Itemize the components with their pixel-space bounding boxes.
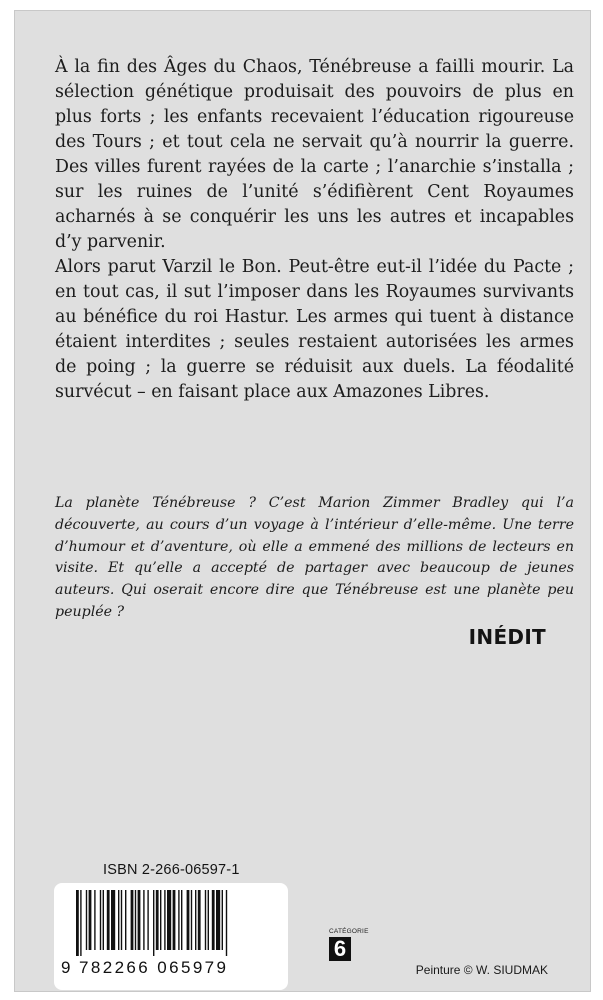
barcode-first-digit: 9 — [61, 958, 71, 977]
barcode-label — [54, 883, 288, 990]
cover-art-credit: Peinture © W. SIUDMAK — [415, 963, 548, 977]
barcode-icon — [76, 890, 276, 956]
back-cover — [14, 10, 591, 992]
category-label: CATÉGORIE — [329, 928, 369, 935]
author-blurb: La planète Ténébreuse ? C’est Marion Zimmer Bradley qui l’a découverte, au cours d’un voyage à l’intérieur d’elle-même. Une terre d’humour et d’aventure, où elle a emmené des millions de lecteurs en visite. Et qu’elle a accepté de partager avec beaucoup de jeunes auteurs. Qui oserait encore dire que Ténébreuse est une planète peu peuplée ? — [55, 495, 574, 620]
category-number: 6 — [329, 937, 351, 961]
synopsis-paragraph-1: À la fin des Âges du Chaos, Ténébreuse a failli mourir. La sélection génétique produisait des pouvoirs de plus en plus forts ; les enfants recevaient l’éducation rigoureuse des Tours ; et tout cela ne servait qu’à nourrir la guerre. Des villes furent rayées de la carte ; l’anarchie s’installa ; sur les ruines de l’unité s’édifièrent Cent Royaumes acharnés à se conquérir les uns les autres et incapables d’y parvenir. — [55, 57, 574, 252]
isbn-number: ISBN 2-266-06597-1 — [103, 862, 240, 878]
inedit-badge: INÉDIT — [468, 625, 546, 649]
barcode-digits: 782266 065979 — [79, 958, 229, 977]
category-mark — [329, 928, 369, 961]
synopsis-text — [55, 55, 574, 405]
synopsis-paragraph-2: Alors parut Varzil le Bon. Peut-être eut-il l’idée du Pacte ; en tout cas, il sut l’imposer dans les Royaumes survivants au bénéfice du roi Hastur. Les armes qui tuent à distance étaient interdites ; seules restaient autorisées les armes de poing ; la guerre se réduisit aux duels. La féodalité survécut – en faisant place aux Amazones Libres. — [55, 257, 574, 402]
